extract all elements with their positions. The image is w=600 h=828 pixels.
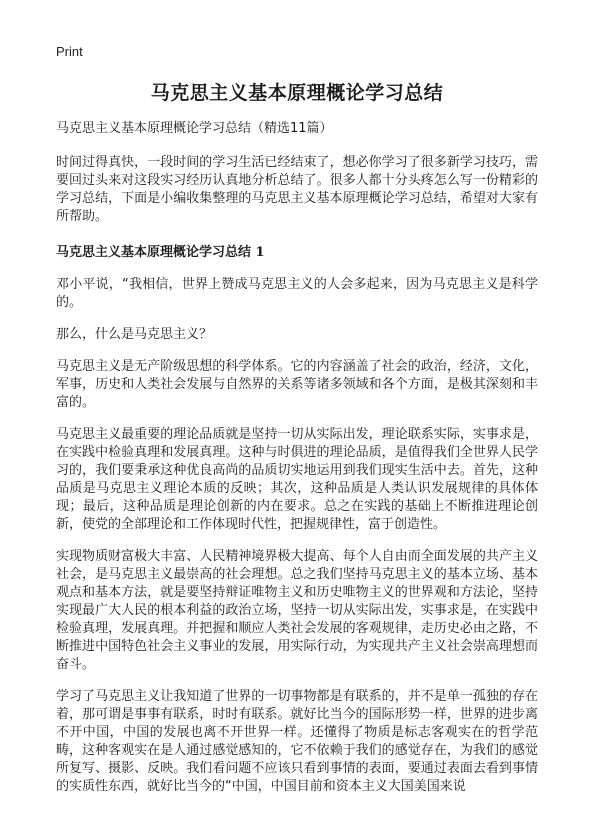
paragraph-question: 那么，什么是马克思主义？ <box>56 327 213 342</box>
paragraph-theoretical-quality: 马克思主义最重要的理论品质就是坚持一切从实际出发，理论联系实际，实事求是，在实践中检验真理和发展真理。这种与时俱进的理论品质，是值得我们全世界人民学习的，我们要秉承这种优良高尚的品质切实地运用到我们现实生活中去。首先，这种品质是马克思主义理论本质的反映；其次，这种品质是人类认识发展规律的具体体现；最后，这种品质是理论创新的内在要求。总之在实践的基础上不断推进理论创新，使党的全部理论和工作体现时代性，把握规律性，富于创造性。 <box>56 427 538 532</box>
paragraph-learning-reflection: 学习了马克思主义让我知道了世界的一切事物都是有联系的，并不是单一孤独的存在着，那可谓是事事有联系，时时有联系。就好比当今的国际形势一样，世界的进步离不开中国，中国的发展也离不开世界一样。还懂得了物质是标志客观实在的哲学范畴，这种客观实在是人通过感觉感知的，它不依赖于我们的感觉存在，为我们的感觉所复写、摄影、反映。我们看问题不应该只看到事情的表面，要通过表面去看到事情的实质性东西，就好比当今的“中国，中国目前和资本主义大国美国来说 <box>56 689 538 794</box>
document-subtitle: 马克思主义基本原理概论学习总结（精选11篇） <box>56 121 333 136</box>
paragraph-definition: 马克思主义是无产阶级思想的科学体系。它的内容涵盖了社会的政治，经济，文化，军事，历史和人类社会发展与自然界的关系等诸多领域和各个方面，是极其深刻和丰富的。 <box>56 359 538 410</box>
paragraph-quote: 邓小平说，“我相信，世界上赞成马克思主义的人会多起来，因为马克思主义是科学的。 <box>56 277 538 310</box>
print-link[interactable]: Print <box>56 44 83 59</box>
intro-paragraph: 时间过得真快，一段时间的学习生活已经结束了，想必你学习了很多新学习技巧，需要回过头来对这段实习经历认真地分析总结了。很多人都十分头疼怎么写一份精彩的学习总结，下面是小编收集整理的马克思主义基本原理概论学习总结，希望对大家有所帮助。 <box>56 155 538 224</box>
section-heading: 马克思主义基本原理概论学习总结 1 <box>56 245 265 260</box>
paragraph-social-ideal: 实现物质财富极大丰富、人民精神境界极大提高、每个人自由而全面发展的共产主义社会，是马克思主义最崇高的社会理想。总之我们坚持马克思主义的基本立场、基本观点和基本方法，就是要坚持辩证唯物主义和历史唯物主义的世界观和方法论，坚持实现最广大人民的根本利益的政治立场，坚持一切从实际出发，实事求是，在实践中检验真理，发展真理。并把握和顺应人类社会发展的客观规律，走历史必由之路，不断推进中国特色社会主义事业的发展，用实际行动，为实现共产主义社会崇高理想而奋斗。 <box>56 549 538 672</box>
document-title: 马克思主义基本原理概论学习总结 <box>150 82 444 104</box>
